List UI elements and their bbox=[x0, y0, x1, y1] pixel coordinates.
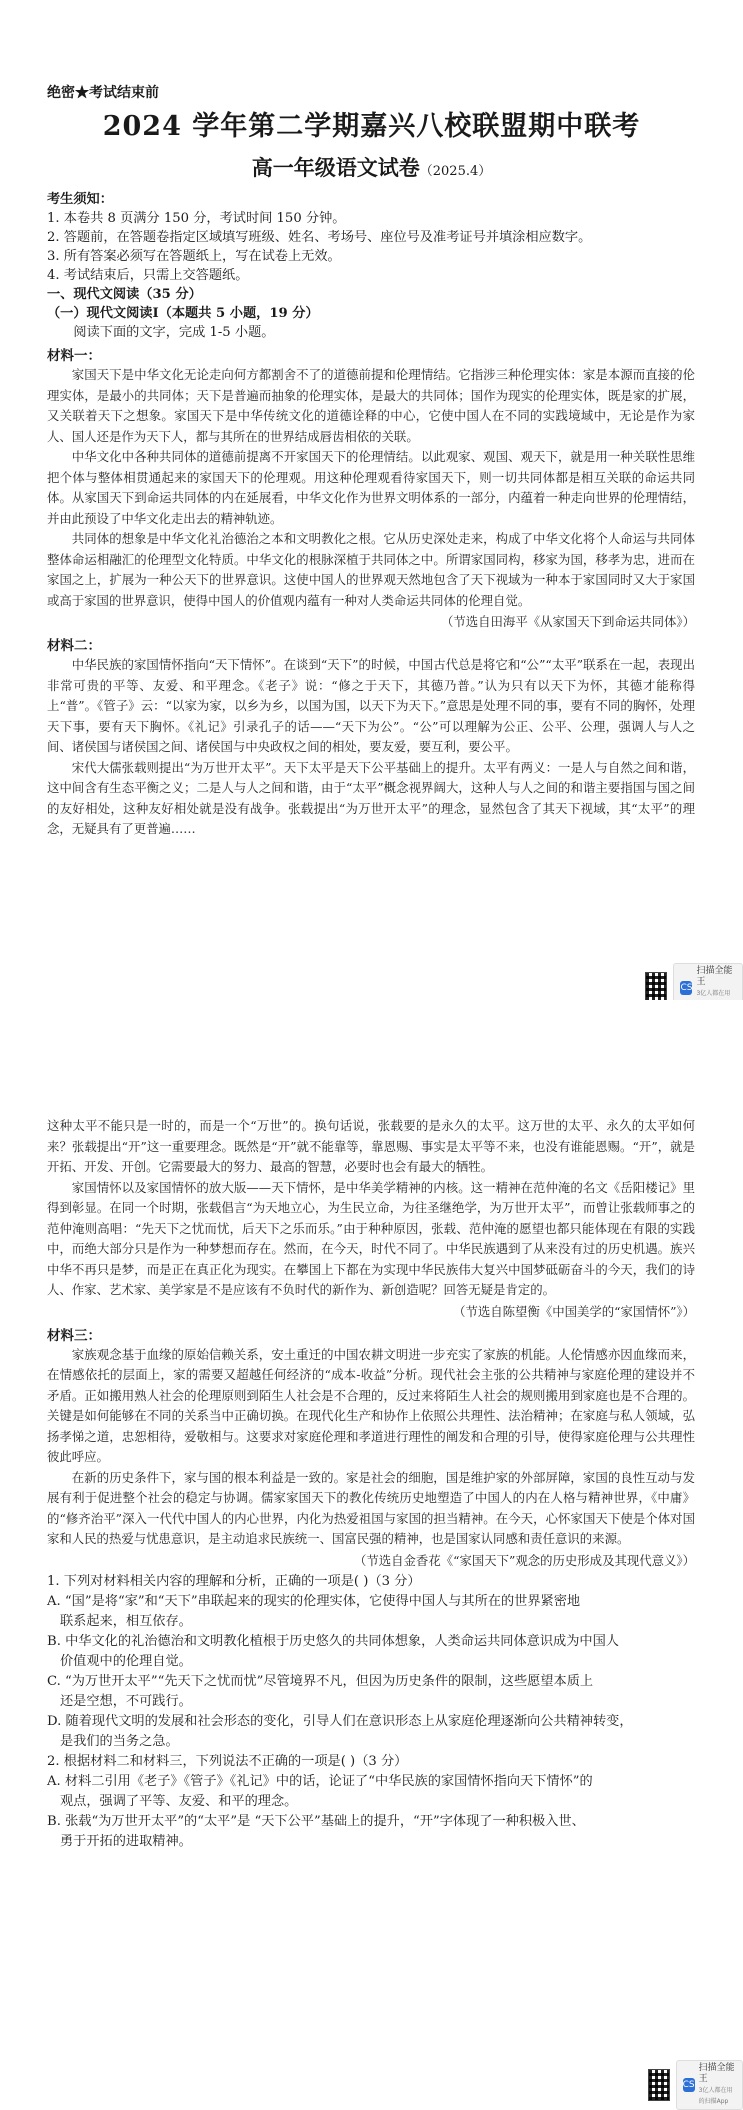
notice-heading: 考生须知： bbox=[47, 192, 113, 207]
subtitle-text: 高一年级语文试卷 bbox=[251, 155, 420, 180]
notice-item: 1. 本卷共 8 页满分 150 分，考试时间 150 分钟。 bbox=[47, 211, 346, 226]
material3-source: （节选自金香花《“家国天下”观念的历史形成及其现代意义》） bbox=[353, 1552, 695, 1568]
material1-label: 材料一： bbox=[47, 348, 101, 364]
notice-item: 2. 答题前，在答题卷指定区域填写班级、姓名、考场号、座位号及准考证号并填涂相应数字。 bbox=[47, 230, 592, 245]
material2-paragraph: 这种太平不能只是一时的，而是一个“万世”的。换句话说，张载要的是永久的太平。这万世的太平、永久的太平如何来？张载提出“开”这一重要理念。既然是“开”就不能靠等，靠恩赐、事实是太平等不来，也没有谁能恩赐。“开”，就是开拓、开发、开创。它需要最大的努力、最高的智慧，必要时也会有最大的牺牲。 bbox=[47, 1118, 695, 1174]
question-1-stem: 1. 下列对材料相关内容的理解和分析，正确的一项是( )（3 分） bbox=[47, 1573, 421, 1589]
exam-page-2 bbox=[0, 1090, 743, 2104]
reading-instruction: 阅读下面的文字，完成 1-5 小题。 bbox=[73, 325, 275, 340]
scanner-logo-icon: CS bbox=[680, 983, 693, 993]
confidential-mark: 绝密★考试结束前 bbox=[47, 85, 159, 101]
exam-page-1 bbox=[0, 0, 743, 1000]
notice-item: 4. 考试结束后，只需上交答题纸。 bbox=[47, 268, 249, 283]
material2-paragraph: 家国情怀以及家国情怀的放大版——天下情怀，是中华美学精神的内核。这一精神在范仲淹的名文《岳阳楼记》里得到彰显。在同一个时期，张载倡言“为天地立心，为生民立命，为往圣继绝学，为万世开太平”，而曾让张载师事之的范仲淹则高唱：“先天下之忧而忧，后天下之乐而乐。”由于种种原因，张载、范仲淹的愿望也都只能体现在有限的实践中，而绝大部分只是作为一种梦想而存在。然而，在今天，时代不同了。中华民族遇到了从来没有过的历史机遇。族兴中华不再只是梦，而是正在真正化为现实。在攀国上下都在为实现中华民族伟大复兴中国梦砥砺奋斗的今天，我们的诗人、作家、艺术家、美学家是不是应该有不负时代的新作为、新创造呢？回答无疑是肯定的。 bbox=[47, 1179, 695, 1297]
material1-source: （节选自田海平《从家国天下到命运共同体》） bbox=[440, 614, 695, 629]
page-gap bbox=[0, 1000, 743, 1090]
watermark-sub: 3亿人都在用 bbox=[696, 990, 731, 997]
question-2-option-a: A. 材料二引用《老子》《管子》《礼记》中的话，论证了“中华民族的家国情怀指向天下情怀”的 bbox=[47, 1773, 593, 1789]
notice-item: 3. 所有答案必须写在答题纸上，写在试卷上无效。 bbox=[47, 249, 341, 264]
qr-code-icon bbox=[648, 2069, 670, 2101]
question-1-option-b: B. 中华文化的礼治德治和文明教化植根于历史悠久的共同体想象，人类命运共同体意识成为中国人 bbox=[47, 1633, 619, 1649]
material3-paragraph: 在新的历史条件下，家与国的根本利益是一致的。家是社会的细胞，国是维护家的外部屏障，家国的良性互动与发展有利于促进整个社会的稳定与协调。儒家家国天下的教化传统历史地塑造了中国人的内在人格与精神世界，《中庸》的“修齐治平”深入一代代中国人的内心世界，内化为热爱祖国与家国的担当精神。在今天，心怀家国天下使是个体对国家和人民的热爱与忧患意识，是主动追求民族统一、国富民强的精神，也是国家认同感和责任意识的来源。 bbox=[47, 1469, 695, 1546]
question-1-option-a-cont: 联系起来，相互依存。 bbox=[60, 1613, 192, 1629]
subsection-heading: （一）现代文阅读Ⅰ（本题共 5 小题，19 分） bbox=[47, 306, 319, 321]
question-2-option-a-cont: 观点，强调了平等、友爱、和平的理念。 bbox=[60, 1793, 298, 1809]
material2-paragraph: 宋代大儒张载则提出“为万世开太平”。天下太平是天下公平基础上的提升。太平有两义：一是人与自然之间和谐，这中间含有生态平衡之义；二是人与人之间和谐，由于“太平”概念视界阔大，这种人与人之间的和谐主要指国与国之间的友好相处，这种友好相处就是没有战争。张载提出“为万世开太平”的理念，显然包含了其天下视域，其“太平”的理念，无疑具有了更普遍…… bbox=[47, 759, 695, 836]
question-2-stem: 2. 根据材料二和材料三，下列说法不正确的一项是( )（3 分） bbox=[47, 1753, 408, 1769]
material2-paragraph-clip bbox=[47, 758, 695, 840]
exam-body-page1 bbox=[47, 190, 695, 840]
question-2-option-b-cont: 勇于开拓的进取精神。 bbox=[60, 1833, 192, 1849]
exam-body-page2 bbox=[47, 1116, 695, 1852]
question-1-option-d: D. 随着现代文明的发展和社会形态的变化，引导人们在意识形态上从家庭伦理逐渐向公共精神转变， bbox=[47, 1713, 633, 1729]
watermark-brand: 扫描全能王 bbox=[698, 2063, 735, 2084]
question-1-option-d-cont: 是我们的当务之急。 bbox=[60, 1733, 179, 1749]
exam-subtitle bbox=[0, 152, 743, 182]
material1-paragraph: 中华文化中各种共同体的道德前提离不开家国天下的伦理情结。以此观家、观国、观天下，就是用一种关联性思维把个体与整体相贯通起来的家国天下的伦理观。用这种伦理观看待家国天下，则一切共同体都是相互关联的命运共同体。从家国天下到命运共同体的内在延展看，中华文化作为世界文明体系的一部分，内蕴着一种走向世界的伦理情结，并由此预设了中华文化走出去的精神轨迹。 bbox=[47, 449, 695, 526]
watermark-brand: 扫描全能王 bbox=[696, 966, 733, 987]
material2-paragraph: 中华民族的家国情怀指向“天下情怀”。在谈到“天下”的时候，中国古代总是将它和“公”“太平”联系在一起，表现出非常可贵的平等、友爱、和平理念。《老子》说：“修之于天下，其德乃普。”认为只有以天下为怀，其德才能称得上“普”。《管子》云：“以家为家，以乡为乡，以国为国，以天下为天下。”意思是处理不同的事，要有不同的胸怀，处理天下事，要有天下胸怀。《礼记》引录孔子的话——“天下为公”。“公”可以理解为公正、公平、公理，强调人与人之间、诸侯国与诸侯国之间、诸侯国与中央政权之间的相处，要友爱，要互利，要公平。 bbox=[47, 657, 695, 754]
material1-paragraph: 家国天下是中华文化无论走向何方都割舍不了的道德前提和伦理情结。它指涉三种伦理实体：家是本源而直接的伦理实体，是最小的共同体；天下是普遍而抽象的伦理实体，是最大的共同体；国作为现实的伦理实体，既是家的扩展，又关联着天下之想象。家国天下是中华传统文化的道德诠释的中心，它使中国人在不同的实践境域中，无论是作为家人、国人还是作为天下人，都与其所在的世界结成唇齿相依的关联。 bbox=[47, 367, 695, 444]
material3-label: 材料三： bbox=[47, 1327, 101, 1344]
material3-paragraph: 家族观念基于血缘的原始信赖关系，安土重迁的中国农耕文明进一步充实了家族的机能。人伦情感亦因血缘而来，在情感依托的层面上，家的需要又超越任何经济的“成本-收益”分析。现代社会主张的公共精神与家庭伦理的建设并不矛盾。正如搬用熟人社会的伦理原则到陌生人社会是不合理的，反过来将陌生人社会的规则搬用到家庭也是不合理的。关键是如何能够在不同的关系当中正确切换。在现代化生产和协作上依照公共理性、法治精神；在家庭与私人领域，弘扬孝悌之道，忠恕相待，爱敬相与。这要求对家庭伦理和孝道进行理性的阐发和合理的引导，使得家庭伦理与公共理性彼此呼应。 bbox=[47, 1346, 695, 1464]
watermark-badge bbox=[676, 2060, 743, 2110]
question-2-option-b: B. 张载“为万世开太平”的“太平”是 “天下公平”基础上的提升，“开”字体现了一种积极入世、 bbox=[47, 1813, 585, 1829]
material1-paragraph: 共同体的想象是中华文化礼治德治之本和文明教化之根。它从历史深处走来，构成了中华文化将个人命运与共同体整体命运相融汇的伦理型文化特质。中华文化的根脉深植于共同体之中。所谓家国同构，移家为国，移孝为忠，进而在家国之上，扩展为一种公天下的世界意识。这使中国人的世界观天然地包含了天下视域为一种本于家国同时又大于家国或高于家国的世界意识，使得中国人的价值观内蕴有一种对人类命运共同体的伦理自觉。 bbox=[47, 531, 695, 608]
watermark-sub: 3亿人都在用的扫描App bbox=[698, 2087, 733, 2105]
material2-label: 材料二： bbox=[47, 638, 101, 654]
question-1-option-b-cont: 价值观中的伦理自觉。 bbox=[60, 1653, 192, 1669]
material2-source: （节选自陈望衡《中国美学的“家国情怀”》） bbox=[453, 1303, 695, 1319]
question-1-option-c: C. “为万世开太平”“先天下之忧而忧”尽管境界不凡，但因为历史条件的限制，这些愿望本质上 bbox=[47, 1673, 594, 1689]
exam-date: （2025.4） bbox=[419, 164, 492, 179]
scanner-logo-icon: CS bbox=[682, 2080, 695, 2090]
exam-title: 2024 学年第二学期嘉兴八校联盟期中联考 bbox=[102, 111, 641, 142]
scanner-watermark-2 bbox=[648, 2060, 743, 2110]
section-heading: 一、现代文阅读（35 分） bbox=[47, 287, 202, 302]
question-1-option-a: A. “国”是将“家”和“天下”串联起来的现实的伦理实体，它使得中国人与其所在的世界紧密地 bbox=[47, 1593, 581, 1609]
question-1-option-c-cont: 还是空想，不可践行。 bbox=[60, 1693, 192, 1709]
